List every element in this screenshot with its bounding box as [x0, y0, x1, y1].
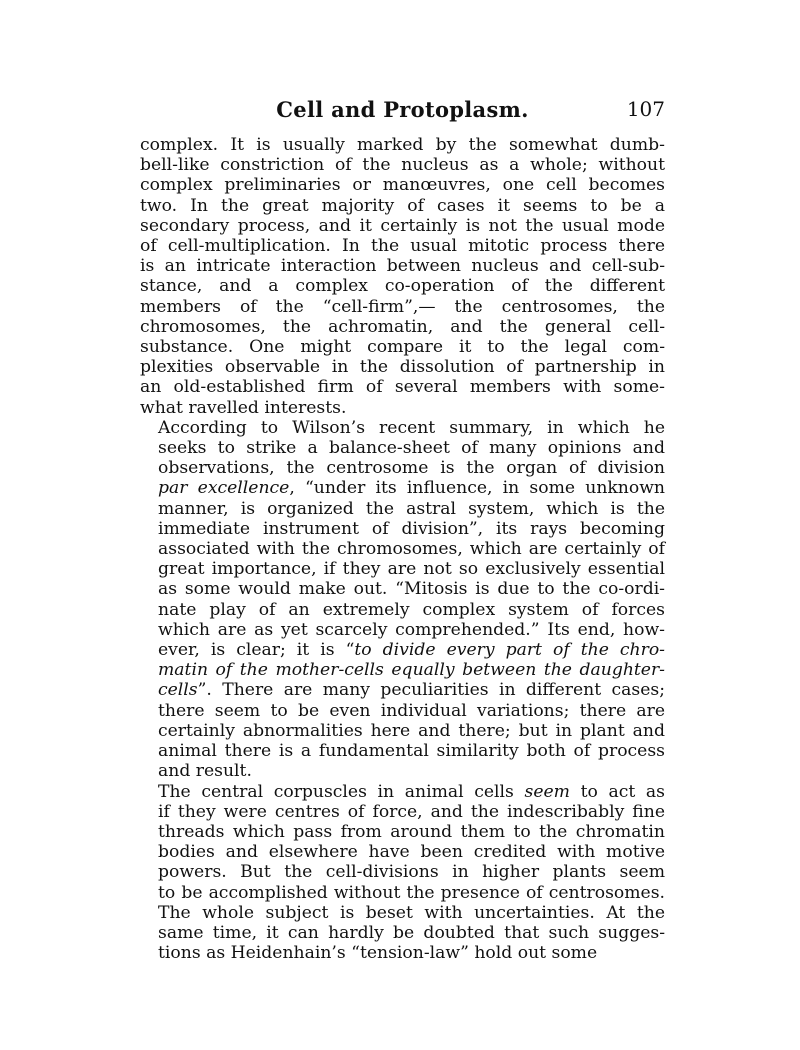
text-line: chromosomes, the achromatin, and the general cell-: [140, 316, 665, 337]
text-line: immediate instrument of division”, its rays becoming: [158, 518, 665, 539]
text-line: if they were centres of force, and the indescribably fine: [158, 801, 665, 822]
text-line: to be accomplished without the presence of centrosomes.: [158, 882, 665, 903]
text-line: secondary process, and it certainly is not the usual mode: [140, 215, 665, 236]
text-line: associated with the chromosomes, which are certainly of: [158, 539, 665, 560]
text-line: observations, the centrosome is the organ of division: [158, 458, 665, 479]
text-line: certainly abnormalities here and there; but in plant and: [158, 720, 665, 741]
text-line: manner, is organized the astral system, which is the: [158, 498, 665, 519]
text-line: plexities observable in the dissolution of partnership in: [140, 357, 665, 378]
paragraph-3: [140, 782, 665, 964]
text-line: members of the “cell-firm”,— the centrosomes, the: [140, 296, 665, 317]
text-line: two. In the great majority of cases it seems to be a: [140, 195, 665, 216]
text-line: seeks to strike a balance-sheet of many opinions and: [158, 438, 665, 459]
text-line: bell-like constriction of the nucleus as a whole; without: [140, 155, 665, 176]
text-line: powers. But the cell-divisions in higher plants seem: [158, 862, 665, 883]
paragraph-1: [140, 135, 665, 418]
text-line: of cell-multiplication. In the usual mitotic process there: [140, 236, 665, 257]
text-line: substance. One might compare it to the legal com-: [140, 337, 665, 358]
text-line: an old-established firm of several members with some-: [140, 377, 665, 398]
text-line: same time, it can hardly be doubted that such sugges-: [158, 922, 665, 943]
text-line: there seem to be even individual variations; there are: [158, 700, 665, 721]
text-line: The central corpuscles in animal cells seem to act as: [158, 781, 666, 802]
text-line: tions as Heidenhain’s “tension-law” hold out some: [158, 943, 598, 964]
text-line: complex. It is usually marked by the somewhat dumb-: [140, 135, 665, 155]
body-text: [140, 135, 665, 963]
book-page: [140, 95, 665, 963]
text-line: cells”. There are many peculiarities in different cases;: [158, 680, 665, 701]
text-line: and result.: [158, 761, 252, 782]
text-line: bodies and elsewhere have been credited with motive: [158, 842, 665, 863]
text-line: what ravelled interests.: [140, 397, 347, 418]
text-line: which are as yet scarcely comprehended.” Its end, how-: [158, 619, 665, 640]
running-head: [140, 95, 665, 129]
text-line: great importance, if they are not so exclusively essential: [158, 559, 665, 580]
text-line: is an intricate interaction between nucleus and cell-sub-: [140, 256, 665, 277]
text-line: ever, is clear; it is “to divide every part of the chro-: [158, 640, 665, 661]
text-line: According to Wilson’s recent summary, in which he: [158, 417, 665, 438]
page-number: 107: [626, 97, 665, 121]
text-line: par excellence, “under its influence, in some unknown: [158, 478, 665, 499]
text-line: matin of the mother-cells equally between the daughter-: [158, 660, 665, 681]
paragraph-2: [140, 418, 665, 782]
running-title: Cell and Protoplasm.: [276, 97, 529, 122]
text-line: The whole subject is beset with uncertainties. At the: [158, 902, 665, 923]
text-line: stance, and a complex co-operation of the different: [140, 276, 665, 297]
text-line: complex preliminaries or manœuvres, one cell becomes: [140, 175, 665, 196]
text-line: animal there is a fundamental similarity both of process: [158, 741, 665, 762]
text-line: nate play of an extremely complex system of forces: [158, 599, 665, 620]
text-line: threads which pass from around them to the chromatin: [158, 821, 665, 842]
text-line: as some would make out. “Mitosis is due to the co-ordi-: [158, 579, 665, 600]
